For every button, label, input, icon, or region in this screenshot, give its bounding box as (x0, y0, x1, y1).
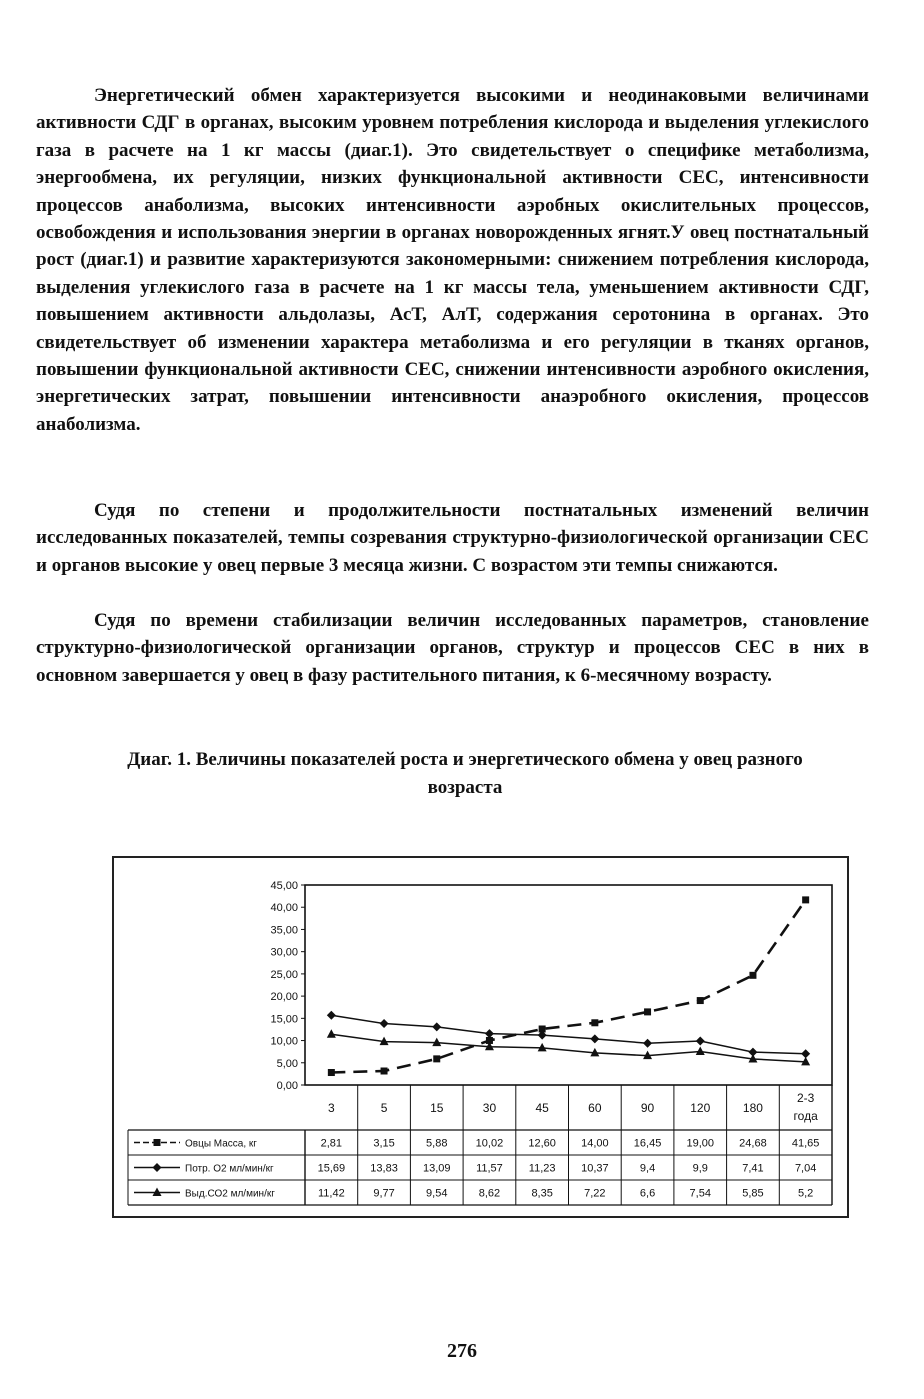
paragraph-1: Энергетический обмен характеризуется высокими и неодинаковыми величинами активности СДГ в органах, высоким уровнем потребления кислорода и выделения углекислого газа в расчете на 1 кг массы (диаг.1). Это свидетельствует о специфике метаболизма, энергообмена, их регуляции, низких функциональной активности СЕС, интенсивности процессов анаболизма, высоких интенсивности аэробных окислительных процессов, освобождения и использования энергии в органах новорожденных ягнят.У овец постнатальный рост (диаг.1) и развитие характеризуются закономерными: снижением потребления кислорода, выделения углекислого газа в расчете на 1 кг массы тела, уменьшением активности СДГ, повышением активности альдолазы, АсТ, АлТ, содержания серотонина в органах. Это свидетельствует об изменении характера метаболизма и его регуляции в тканях органов, повышении функциональной активности СЕС, снижении интенсивности аэробного окисления, энергетических затрат, повышении интенсивности анаэробного окисления, процессов анаболизма. (36, 85, 869, 435)
series-1-legend-marker (154, 1139, 161, 1146)
category-label: 3 (328, 1101, 335, 1115)
series-2-value: 13,83 (370, 1162, 398, 1175)
category-label: 45 (535, 1101, 549, 1115)
series-3-value: 9,54 (426, 1187, 448, 1200)
series-3-value: 5,85 (742, 1187, 764, 1200)
series-3-legend-marker (153, 1188, 162, 1197)
series-1-point (381, 1068, 388, 1075)
y-tick-label: 20,00 (270, 991, 298, 1004)
y-tick-label: 0,00 (276, 1080, 298, 1092)
figure-caption (40, 746, 890, 802)
series-2-point (643, 1039, 652, 1048)
series-1-value: 12,60 (528, 1137, 556, 1150)
series-1-value: 24,68 (739, 1137, 767, 1150)
series-1-value: 14,00 (581, 1137, 609, 1150)
series-2-legend-label: Потр. О2 мл/мин/кг (185, 1163, 274, 1175)
series-3-point (696, 1046, 705, 1055)
series-2-point (590, 1034, 599, 1043)
series-2-point (696, 1037, 705, 1046)
series-2-point (485, 1029, 494, 1038)
series-1-value: 16,45 (633, 1137, 662, 1150)
caption-line-2: возраста (427, 777, 503, 798)
series-3-legend-label: Выд.СО2 мл/мин/кг (185, 1188, 275, 1200)
page-number: 276 (447, 1340, 477, 1362)
series-1-point (328, 1069, 335, 1076)
series-2-value: 7,04 (794, 1162, 817, 1175)
y-tick-label: 15,00 (270, 1013, 298, 1026)
series-2-value: 10,37 (581, 1162, 609, 1175)
category-label: 15 (430, 1101, 444, 1115)
series-1-point (591, 1019, 598, 1026)
y-tick-label: 45,00 (270, 880, 298, 892)
category-label: 90 (640, 1101, 655, 1115)
y-tick-label: 25,00 (270, 968, 298, 981)
series-2-line (331, 1015, 805, 1053)
series-2-point (432, 1022, 441, 1031)
series-2-value: 15,69 (317, 1162, 346, 1175)
series-1-value: 41,65 (791, 1137, 820, 1150)
y-tick-label: 10,00 (270, 1035, 298, 1048)
category-label: 180 (742, 1101, 763, 1115)
y-tick-label: 35,00 (270, 924, 298, 937)
series-1-point (802, 896, 809, 903)
series-2-value: 7,41 (742, 1162, 764, 1175)
series-1-point (433, 1055, 440, 1062)
series-3-value: 9,77 (373, 1187, 395, 1200)
y-tick-label: 40,00 (270, 902, 298, 915)
y-tick-label: 30,00 (270, 946, 298, 959)
series-2-point (380, 1019, 389, 1028)
series-1-legend-label: Овцы Масса, кг (185, 1138, 257, 1150)
series-1-value: 10,02 (475, 1137, 504, 1150)
caption-line-1: Диаг. 1. Величины показателей роста и энергетического обмена у овец разного (127, 749, 803, 770)
series-2-value: 11,23 (528, 1162, 556, 1175)
series-2-value: 11,57 (476, 1162, 503, 1175)
series-3-value: 5,2 (798, 1187, 814, 1200)
series-3-point (327, 1029, 336, 1038)
chart-frame (112, 856, 849, 1218)
category-label: 120 (690, 1101, 711, 1115)
series-1-value: 2,81 (320, 1137, 343, 1150)
series-2-value: 13,09 (422, 1162, 451, 1175)
category-label: 2-3 (796, 1091, 815, 1105)
series-1-value: 5,88 (426, 1137, 448, 1150)
series-1-value: 3,15 (373, 1137, 395, 1150)
series-3-value: 8,62 (478, 1187, 501, 1200)
series-2-point (327, 1011, 336, 1020)
y-tick-label: 5,00 (276, 1057, 298, 1070)
paragraph-3: Судя по времени стабилизации величин исследованных параметров, становление структурно-физиологической организации органов, структур и процессов СЕС в них в основном завершается у овец в фазу растительного питания, к 6-месячному возрасту. (36, 610, 869, 686)
category-label: 5 (380, 1101, 388, 1115)
line-chart (114, 858, 847, 1216)
series-3-value: 7,22 (584, 1187, 606, 1200)
series-3-value: 6,6 (639, 1187, 656, 1200)
category-label: 60 (588, 1101, 602, 1115)
series-2-value: 9,9 (692, 1162, 708, 1175)
category-label: 30 (482, 1101, 497, 1115)
series-1-value: 19,00 (686, 1137, 715, 1150)
series-3-value: 7,54 (689, 1187, 711, 1200)
series-2-legend-marker (153, 1163, 162, 1172)
series-1-point (749, 972, 756, 979)
series-1-line (331, 900, 805, 1073)
series-1-point (644, 1008, 651, 1015)
series-2-point (801, 1049, 810, 1058)
series-1-point (697, 997, 704, 1004)
series-2-value: 9,4 (639, 1162, 656, 1175)
series-3-value: 11,42 (317, 1187, 345, 1200)
category-label: года (793, 1109, 818, 1123)
series-3-value: 8,35 (531, 1187, 553, 1200)
paragraph-2: Судя по степени и продолжительности постнатальных изменений величин исследованных показателей, темпы созревания структурно-физиологической организации СЕС и органов высокие у овец первые 3 месяца жизни. С возрастом эти темпы снижаются. (36, 500, 869, 576)
